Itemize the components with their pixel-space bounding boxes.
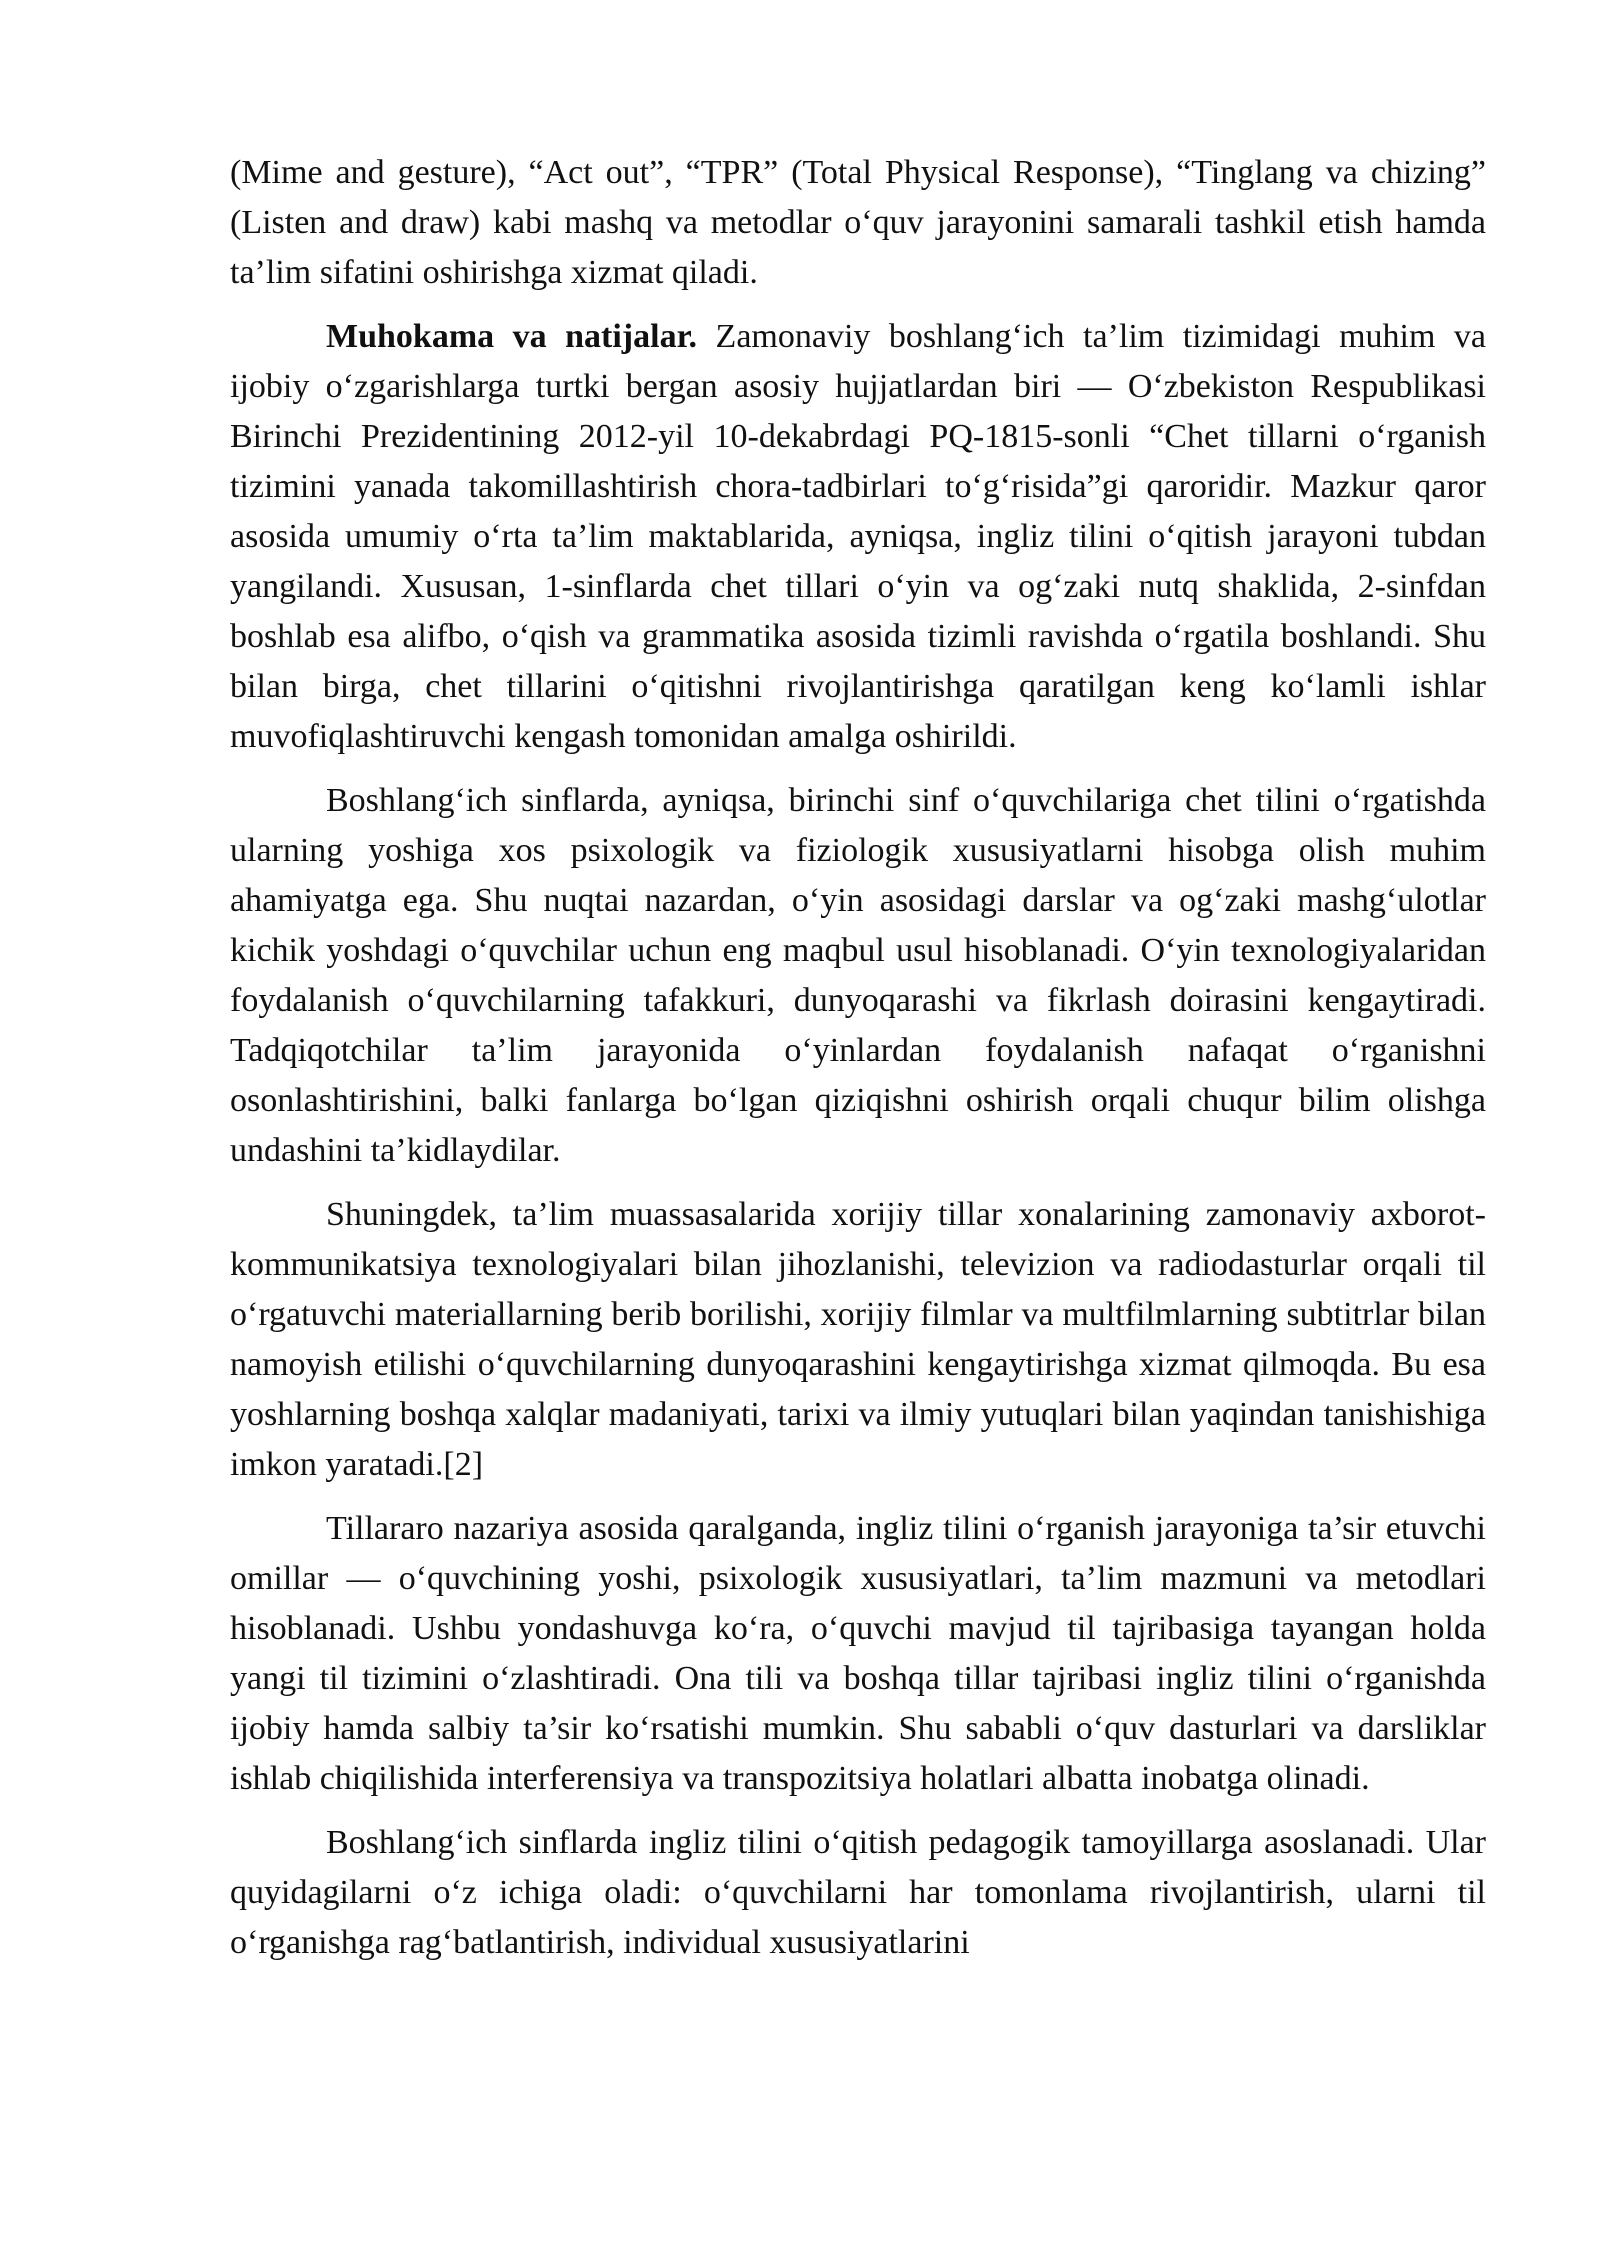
paragraph-text: Boshlang‘ich sinflarda ingliz tilini o‘qitish pedagogik tamoyillarga asoslanadi. Ular quyidagilarni o‘z ichiga oladi: o‘quvchilarni har tomonlama rivojlantirish, ularni til o‘rganishga rag‘batlantirish, individual xususiyatlarini [230, 1824, 1486, 1961]
paragraph-interlanguage-theory [230, 1504, 1486, 1804]
paragraph-text: Boshlang‘ich sinflarda, ayniqsa, birinchi sinf o‘quvchilariga chet tilini o‘rgatishda ularning yoshiga xos psixologik va fiziologik xususiyatlarni hisobga olish muhim ahamiyatga ega. Shu nuqtai nazardan, o‘yin asosidagi darslar va og‘zaki mashg‘ulotlar kichik yoshdagi o‘quvchilar uchun eng maqbul usul hisoblanadi. O‘yin texnologiyalaridan foydalanish o‘quvchilarning tafakkuri, dunyoqarashi va fikrlash doirasini kengaytiradi. Tadqiqotchilar ta’lim jarayonida o‘yinlardan foydalanish nafaqat o‘rganishni osonlashtirishini, balki fanlarga bo‘lgan qiziqishni oshirish orqali chuqur bilim olishga undashini ta’kidlaydilar. [230, 782, 1486, 1169]
paragraph-text: Tillararo nazariya asosida qaralganda, ingliz tilini o‘rganish jarayoniga ta’sir etuvchi omillar — o‘quvchining yoshi, psixologik xususiyatlari, ta’lim mazmuni va metodlari hisoblanadi. Ushbu yondashuvga ko‘ra, o‘quvchi mavjud til tajribasiga tayangan holda yangi til tizimini o‘zlashtiradi. Ona tili va boshqa tillar tajribasi ingliz tilini o‘rganishda ijobiy hamda salbiy ta’sir ko‘rsatishi mumkin. Shu sababli o‘quv dasturlari va darsliklar ishlab chiqilishida interferensiya va transpozitsiya holatlari albatta inobatga olinadi. [230, 1510, 1486, 1797]
paragraph-text: (Mime and gesture), “Act out”, “TPR” (Total Physical Response), “Tinglang va chizing” (Listen and draw) kabi mashq va metodlar o‘quv jarayonini samarali tashkil etish hamda ta’lim sifatini oshirishga xizmat qiladi. [230, 154, 1486, 291]
section-heading: Muhokama va natijalar. [326, 318, 698, 355]
paragraph-pedagogical-principles [230, 1818, 1486, 1968]
paragraph-text: Shuningdek, ta’lim muassasalarida xorijiy tillar xonalarining zamonaviy axborot-kommunikatsiya texnologiyalari bilan jihozlanishi, televizion va radiodasturlar orqali til o‘rgatuvchi materiallarning berib borilishi, xorijiy filmlar va multfilmlarning subtitrlar bilan namoyish etilishi o‘quvchilarning dunyoqarashini kengaytirishga xizmat qilmoqda. Bu esa yoshlarning boshqa xalqlar madaniyati, tarixi va ilmiy yutuqlari bilan yaqindan tanishishiga imkon yaratadi.[2] [230, 1196, 1486, 1483]
paragraph-ict-equipment [230, 1190, 1486, 1490]
document-page [230, 148, 1486, 1982]
paragraph-intro [230, 148, 1486, 298]
paragraph-discussion [230, 312, 1486, 762]
paragraph-primary-classes [230, 776, 1486, 1176]
paragraph-text: Zamonaviy boshlang‘ich ta’lim tizimidagi muhim va ijobiy o‘zgarishlarga turtki bergan asosiy hujjatlardan biri — O‘zbekiston Respublikasi Birinchi Prezidentining 2012-yil 10-dekabrdagi PQ-1815-sonli “Chet tillarni o‘rganish tizimini yanada takomillashtirish chora-tadbirlari to‘g‘risida”gi qaroridir. Mazkur qaror asosida umumiy o‘rta ta’lim maktablarida, ayniqsa, ingliz tilini o‘qitish jarayoni tubdan yangilandi. Xususan, 1-sinflarda chet tillari o‘yin va og‘zaki nutq shaklida, 2-sinfdan boshlab esa alifbo, o‘qish va grammatika asosida tizimli ravishda o‘rgatila boshlandi. Shu bilan birga, chet tillarini o‘qitishni rivojlantirishga qaratilgan keng ko‘lamli ishlar muvofiqlashtiruvchi kengash tomonidan amalga oshirildi. [230, 318, 1486, 755]
